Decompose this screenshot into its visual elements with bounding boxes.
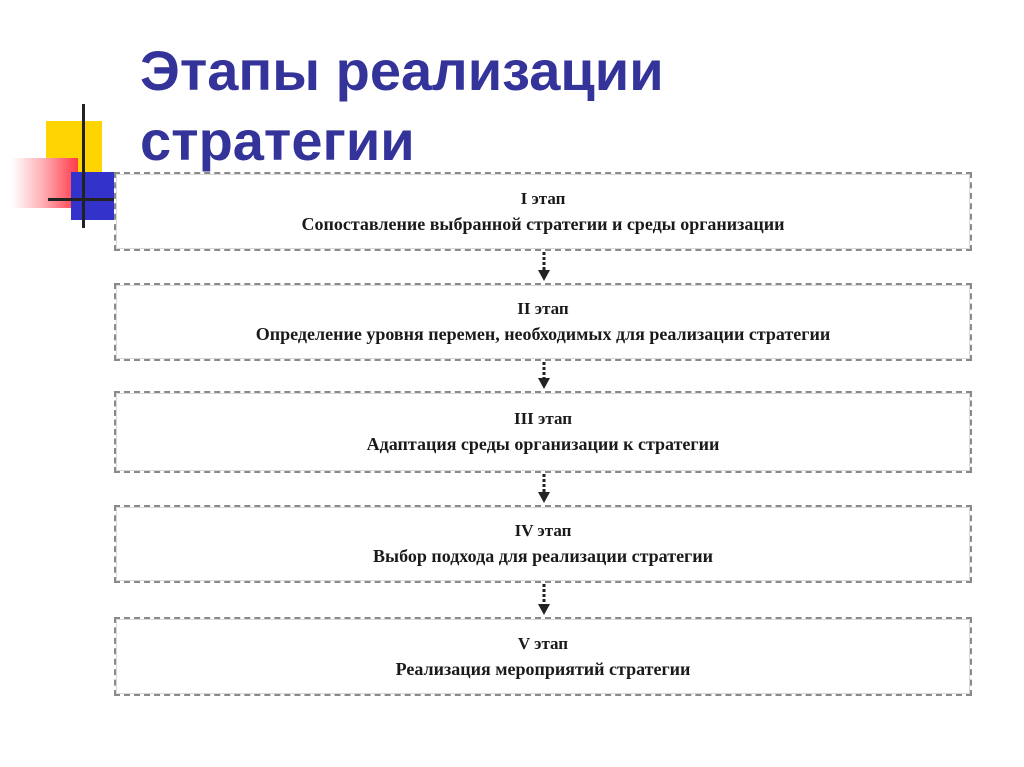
stage-number: II этап: [517, 299, 569, 318]
down-arrow-icon: [537, 362, 551, 390]
slide-title: [140, 36, 664, 176]
stage-box-5: [114, 617, 972, 696]
stage-box-1: [114, 172, 972, 251]
title-line-1: Этапы реализации: [140, 39, 664, 102]
down-arrow-icon: [537, 252, 551, 282]
stage-number: IV этап: [514, 521, 572, 540]
decorative-vertical-line: [82, 104, 85, 228]
stage-number: I этап: [520, 188, 566, 208]
stage-number: III этап: [513, 409, 573, 428]
stage-description: Определение уровня перемен, необходимых для реализации стратегии: [255, 324, 831, 344]
stage-description: Выбор подхода для реализации стратегии: [373, 546, 713, 566]
stage-description: Адаптация среды организации к стратегии: [366, 434, 720, 454]
stage-box-3: [114, 391, 972, 473]
decorative-horizontal-line: [48, 198, 116, 201]
down-arrow-icon: [537, 584, 551, 616]
down-arrow-icon: [537, 474, 551, 504]
stage-box-2: [114, 283, 972, 361]
stage-description: Сопоставление выбранной стратегии и среды организации: [301, 213, 785, 234]
decorative-blue-square: [71, 172, 115, 220]
stage-description: Реализация мероприятий стратегии: [395, 658, 691, 679]
stage-box-4: [114, 505, 972, 583]
title-line-2: стратегии: [140, 109, 415, 172]
stage-number: V этап: [517, 633, 569, 653]
